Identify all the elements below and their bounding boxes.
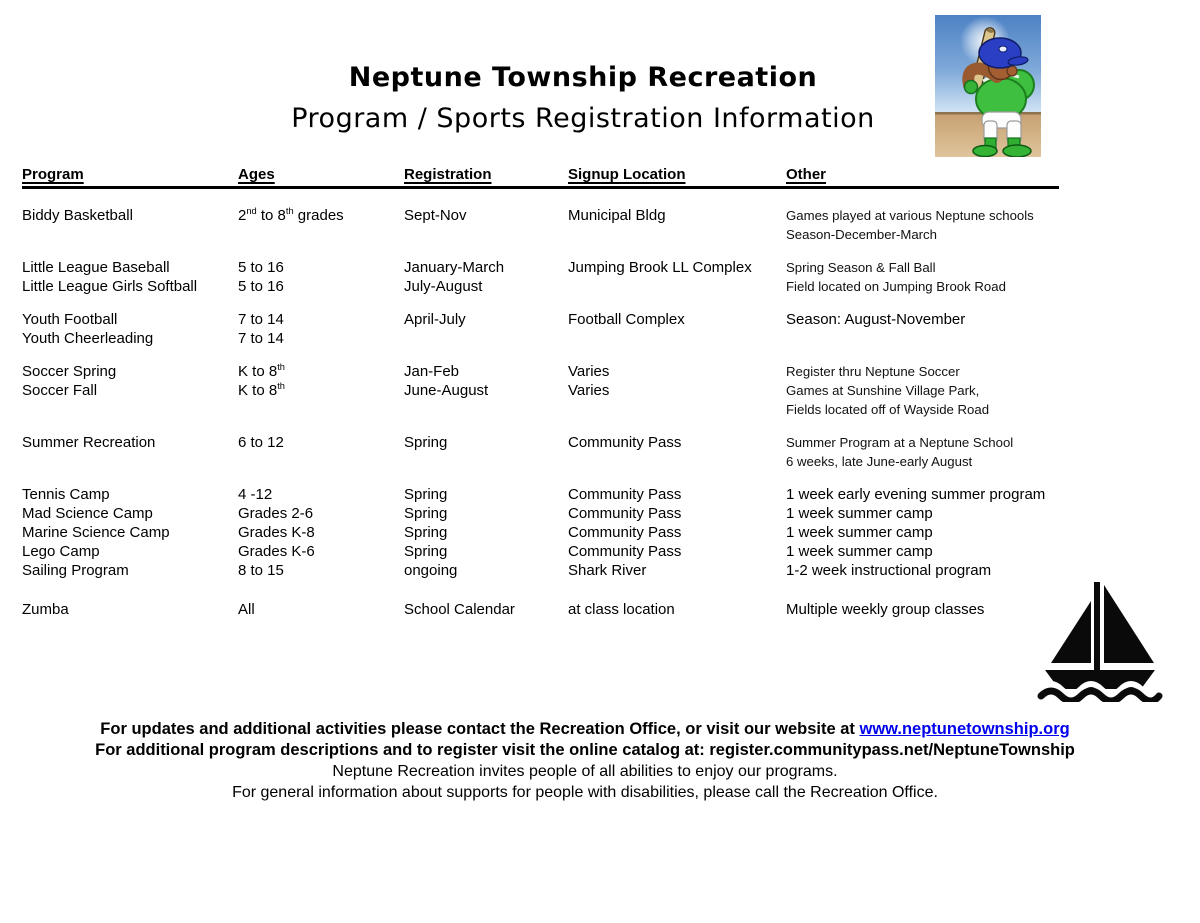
program-table xyxy=(0,165,1200,633)
footer-line-1-text: For updates and additional activities please contact the Recreation Office, or visit our website at xyxy=(100,720,860,738)
cell-other: 1 week early evening summer program xyxy=(786,486,1046,503)
header-registration: Registration xyxy=(404,166,492,183)
cell-location: Community Pass xyxy=(568,543,682,560)
program-group xyxy=(0,206,1200,244)
cell-other: 1 week summer camp xyxy=(786,524,933,541)
cell-program: Biddy Basketball xyxy=(22,207,133,224)
cell-registration: Spring xyxy=(404,486,448,503)
cell-location: Varies xyxy=(568,382,610,399)
cell-ages: Grades K-8 xyxy=(238,524,315,541)
cell-other: Summer Program at a Neptune School xyxy=(786,435,1014,450)
program-group xyxy=(0,600,1200,619)
cell-other: 1 week summer camp xyxy=(786,543,933,560)
program-group xyxy=(0,258,1200,296)
cell-location: Community Pass xyxy=(568,434,682,451)
cell-program: Youth Cheerleading xyxy=(22,330,154,347)
cell-program: Soccer Fall xyxy=(22,382,98,399)
program-group xyxy=(0,362,1200,419)
cell-registration: June-August xyxy=(404,382,489,399)
header-other: Other xyxy=(786,166,827,183)
cell-program: Lego Camp xyxy=(22,543,100,560)
page-title: Neptune Township Recreation xyxy=(348,62,818,93)
table-row xyxy=(0,433,1200,452)
cell-ages: K to 8th xyxy=(238,381,285,399)
header-divider xyxy=(22,186,1059,189)
cell-program: Marine Science Camp xyxy=(22,524,170,541)
cell-ages: Grades K-6 xyxy=(238,543,315,560)
program-group xyxy=(0,485,1200,580)
cell-registration: Spring xyxy=(404,434,448,451)
cell-other: 1 week summer camp xyxy=(786,505,933,522)
program-group xyxy=(0,433,1200,471)
table-row xyxy=(0,400,1200,419)
cell-ages: 8 to 15 xyxy=(238,562,284,579)
header-ages: Ages xyxy=(238,166,275,183)
website-link[interactable]: www.neptunetownship.org xyxy=(859,720,1070,738)
table-body xyxy=(0,206,1200,619)
cell-location: Community Pass xyxy=(568,524,682,541)
cell-ages: Grades 2-6 xyxy=(238,505,314,522)
table-row xyxy=(0,485,1200,504)
cell-other: 6 weeks, late June-early August xyxy=(786,454,973,469)
cell-ages: 5 to 16 xyxy=(238,278,284,295)
table-row xyxy=(0,542,1200,561)
cell-ages: All xyxy=(238,601,255,618)
cell-registration: January-March xyxy=(404,259,505,276)
cell-registration: Spring xyxy=(404,505,448,522)
cell-program: Soccer Spring xyxy=(22,363,117,380)
page-subtitle: Program / Sports Registration Information xyxy=(291,103,875,134)
cell-program: Mad Science Camp xyxy=(22,505,153,522)
cell-registration: Jan-Feb xyxy=(404,363,460,380)
cell-other: Register thru Neptune Soccer xyxy=(786,364,960,379)
table-row xyxy=(0,523,1200,542)
table-row xyxy=(0,561,1200,580)
table-row xyxy=(0,225,1200,244)
cell-registration: April-July xyxy=(404,311,466,328)
cell-ages: K to 8th xyxy=(238,362,285,380)
cell-program: Sailing Program xyxy=(22,562,129,579)
table-row xyxy=(0,381,1200,400)
cell-program: Youth Football xyxy=(22,311,118,328)
header-signup-location: Signup Location xyxy=(568,166,686,183)
cell-location: Football Complex xyxy=(568,311,685,328)
table-row xyxy=(0,206,1200,225)
table-row xyxy=(0,310,1200,329)
cell-other: Season-December-March xyxy=(786,227,937,242)
sailboat-icon xyxy=(1037,577,1163,702)
cell-program: Summer Recreation xyxy=(22,434,156,451)
cell-location: at class location xyxy=(568,601,675,618)
cell-registration: July-August xyxy=(404,278,483,295)
cell-location: Varies xyxy=(568,363,610,380)
cell-location: Jumping Brook LL Complex xyxy=(568,259,752,276)
cell-program: Tennis Camp xyxy=(22,486,110,503)
cell-location: Shark River xyxy=(568,562,647,579)
header-program: Program xyxy=(22,166,84,183)
cell-other: Games at Sunshine Village Park, xyxy=(786,383,980,398)
cell-ages: 7 to 14 xyxy=(238,330,284,347)
cell-ages: 2nd to 8th grades xyxy=(238,206,344,224)
cell-other: Season: August-November xyxy=(786,311,966,328)
cell-other: Multiple weekly group classes xyxy=(786,601,985,618)
cell-ages: 7 to 14 xyxy=(238,311,284,328)
cell-ages: 4 -12 xyxy=(238,486,273,503)
cell-other: Spring Season & Fall Ball xyxy=(786,260,936,275)
table-row xyxy=(0,452,1200,471)
footer-line-3: Neptune Recreation invites people of all abilities to enjoy our programs. xyxy=(332,763,838,780)
cell-location: Municipal Bldg xyxy=(568,207,666,224)
cell-program: Little League Girls Softball xyxy=(22,278,198,295)
cell-other: Field located on Jumping Brook Road xyxy=(786,279,1006,294)
footer xyxy=(0,719,1170,803)
table-row xyxy=(0,258,1200,277)
program-group xyxy=(0,310,1200,348)
cell-location: Community Pass xyxy=(568,505,682,522)
footer-line-4: For general information about supports for people with disabilities, please call the Recreation Office. xyxy=(232,784,938,801)
cell-program: Zumba xyxy=(22,601,69,618)
cell-location: Community Pass xyxy=(568,486,682,503)
table-row xyxy=(0,362,1200,381)
cell-other: 1-2 week instructional program xyxy=(786,562,992,579)
cell-registration: School Calendar xyxy=(404,601,515,618)
cell-program: Little League Baseball xyxy=(22,259,170,276)
cell-ages: 6 to 12 xyxy=(238,434,284,451)
cell-other: Games played at various Neptune schools xyxy=(786,208,1034,223)
baseball-batter-illustration xyxy=(935,15,1041,157)
cell-registration: Sept-Nov xyxy=(404,207,467,224)
table-row xyxy=(0,504,1200,523)
cell-registration: ongoing xyxy=(404,562,458,579)
table-row xyxy=(0,277,1200,296)
table-row xyxy=(0,600,1200,619)
table-header-row xyxy=(0,165,1200,184)
table-row xyxy=(0,329,1200,348)
cell-other: Fields located off of Wayside Road xyxy=(786,402,990,417)
cell-registration: Spring xyxy=(404,543,448,560)
cell-ages: 5 to 16 xyxy=(238,259,284,276)
footer-line-1 xyxy=(0,719,1170,740)
footer-line-2: For additional program descriptions and to register visit the online catalog at: register.communitypass.net/NeptuneTownship xyxy=(95,741,1075,759)
cell-registration: Spring xyxy=(404,524,448,541)
